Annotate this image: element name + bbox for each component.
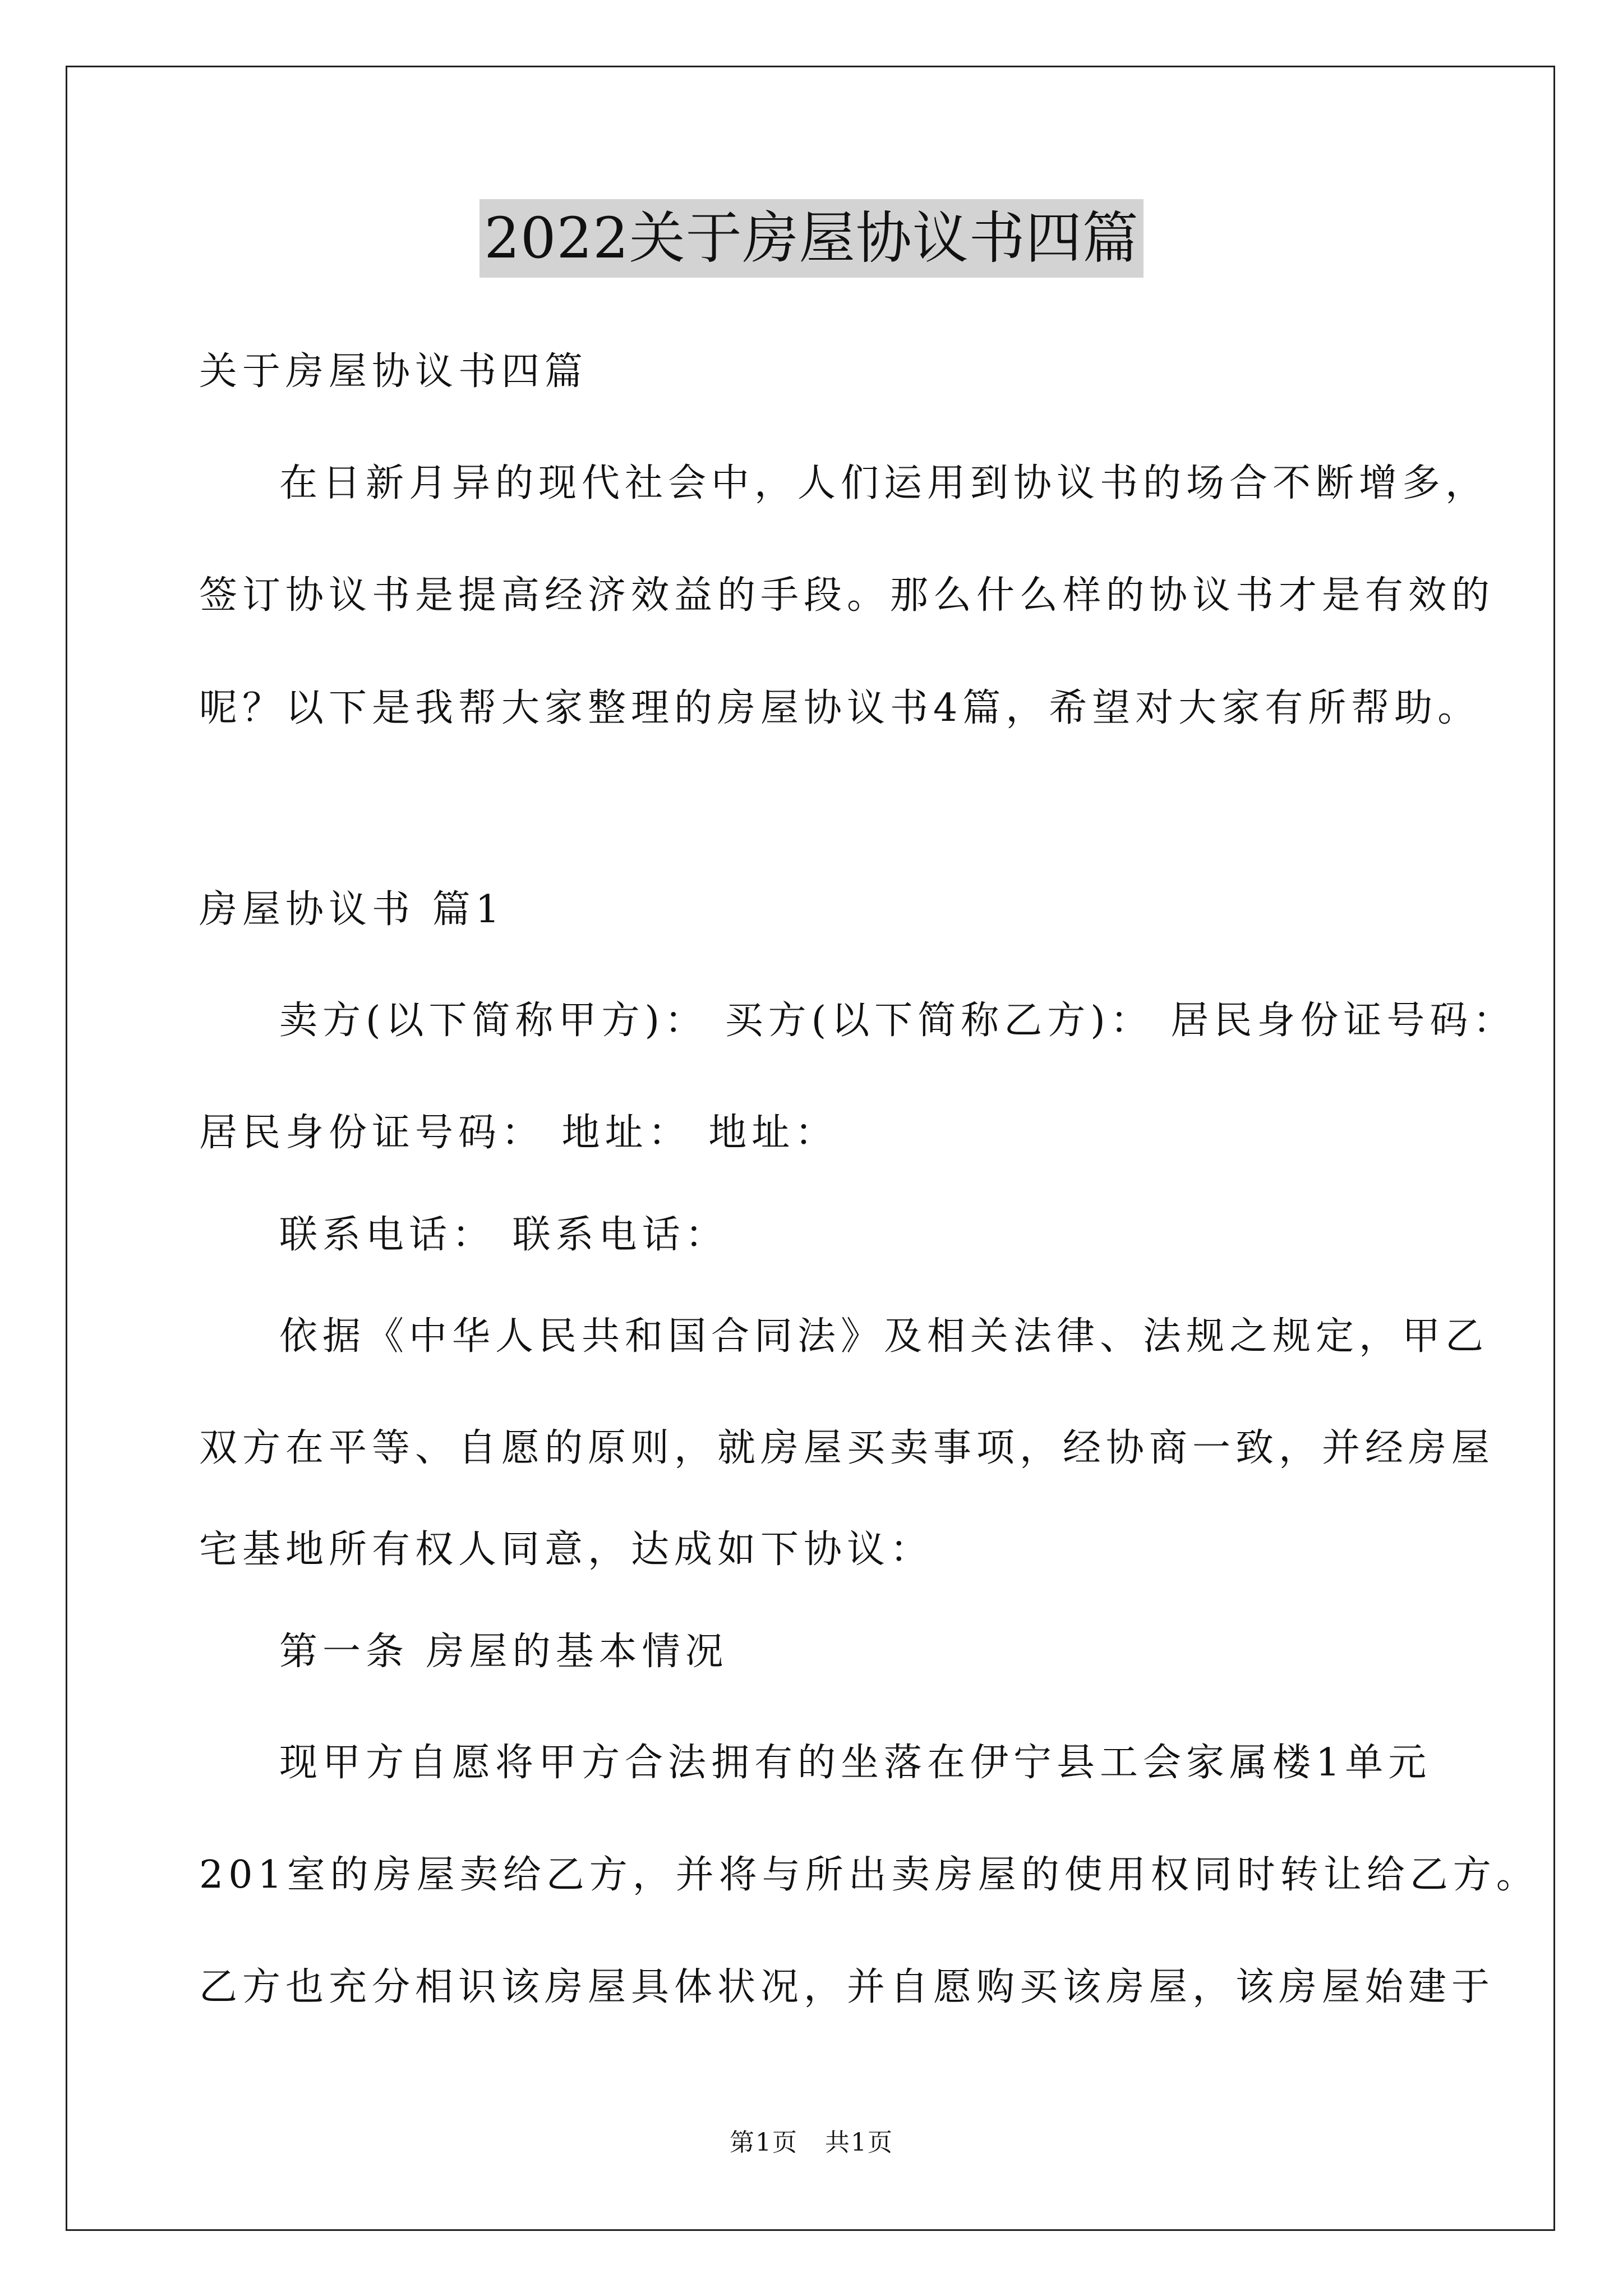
contact-line: 联系电话： 联系电话： xyxy=(279,1213,728,1257)
title-container xyxy=(0,199,1623,278)
intro-line-2: 签订协议书是提高经济效益的手段。那么什么样的协议书才是有效的 xyxy=(199,573,1495,618)
article-1-line-1: 现甲方自愿将甲方合法拥有的坐落在伊宁县工会家属楼1单元 xyxy=(279,1741,1432,1785)
parties-line-1: 卖方(以下简称甲方)： 买方(以下简称乙方)： 居民身份证号码： xyxy=(279,999,1516,1043)
article-1-line-2: 201室的房屋卖给乙方，并将与所出卖房屋的使用权同时转让给乙方。 xyxy=(199,1853,1539,1897)
intro-line-1: 在日新月异的现代社会中，人们运用到协议书的场合不断增多， xyxy=(279,461,1489,505)
basis-line-1: 依据《中华人民共和国合同法》及相关法律、法规之规定，甲乙 xyxy=(279,1314,1489,1359)
intro-line-3: 呢？以下是我帮大家整理的房屋协议书4篇，希望对大家有所帮助。 xyxy=(199,686,1481,730)
document-subtitle: 关于房屋协议书四篇 xyxy=(199,349,588,394)
basis-line-2: 双方在平等、自愿的原则，就房屋买卖事项，经协商一致，并经房屋 xyxy=(199,1426,1495,1470)
basis-line-3: 宅基地所有权人同意，达成如下协议： xyxy=(199,1527,934,1572)
page-footer: 第1页 共1页 xyxy=(730,2128,893,2157)
article-1-heading: 第一条 房屋的基本情况 xyxy=(279,1630,728,1674)
section-heading: 房屋协议书 篇1 xyxy=(199,887,505,932)
article-1-line-3: 乙方也充分相识该房屋具体状况，并自愿购买该房屋，该房屋始建于 xyxy=(199,1965,1495,2009)
parties-line-2: 居民身份证号码： 地址： 地址： xyxy=(199,1111,838,1155)
document-title: 2022关于房屋协议书四篇 xyxy=(479,199,1144,278)
